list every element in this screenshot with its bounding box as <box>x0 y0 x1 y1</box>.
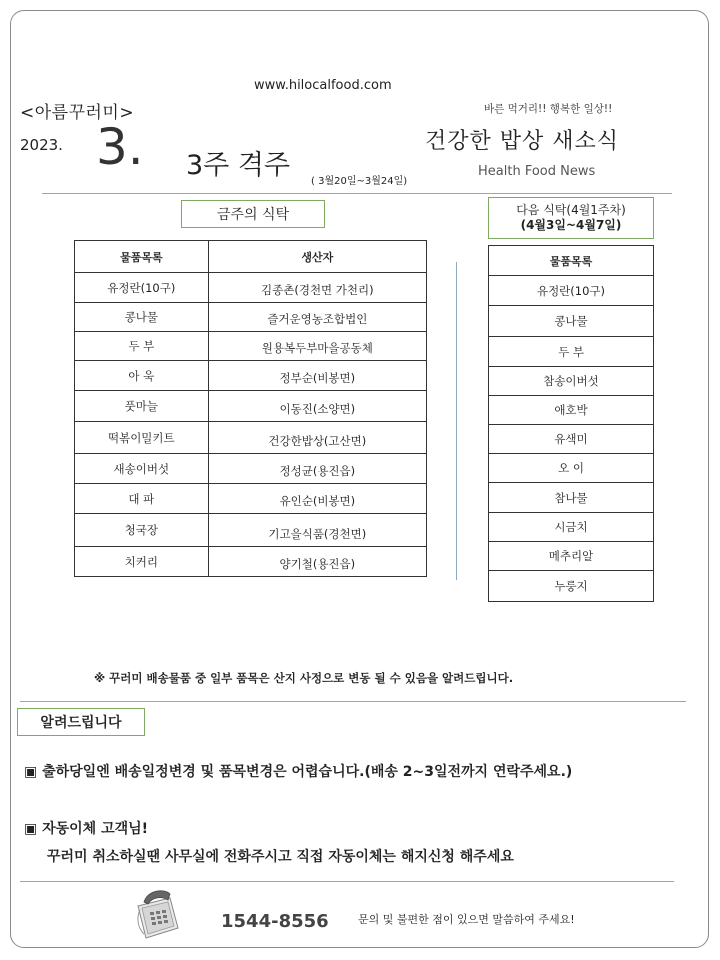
next-item-cell: 누룽지 <box>489 571 654 602</box>
table-row <box>75 484 427 514</box>
column-header-next-items: 물품목록 <box>489 246 654 276</box>
inquiry-text: 문의 및 불편한 점이 있으면 말씀하여 주세요! <box>358 913 575 926</box>
substitution-note: ※ 꾸러미 배송물품 중 일부 품목은 산지 사정으로 변동 될 수 있음을 알려드립니다. <box>94 671 514 685</box>
next-item-cell: 시금치 <box>489 513 654 542</box>
telephone-icon <box>134 888 180 940</box>
next-item-cell: 오 이 <box>489 454 654 483</box>
next-item-cell: 두 부 <box>489 337 654 367</box>
producer-cell: 이동진(소양면) <box>208 391 426 422</box>
slogan: 바른 먹거리!! 행복한 일상!! <box>484 103 613 115</box>
producer-cell: 유인순(비봉면) <box>208 484 426 514</box>
table-row <box>489 571 654 602</box>
table-row <box>75 391 427 422</box>
this-week-table <box>74 240 427 577</box>
brand-name: <아름꾸러미> <box>20 103 135 123</box>
newsletter-title: 건강한 밥상 새소식 <box>425 129 620 154</box>
notice-auto-transfer-detail: 꾸러미 취소하실땐 사무실에 전화주시고 직접 자동이체는 해지신청 해주세요 <box>47 849 514 865</box>
column-divider <box>456 262 457 580</box>
table-row <box>489 306 654 337</box>
producer-cell: 김종촌(경천면 가천리) <box>208 273 426 303</box>
next-item-cell: 콩나물 <box>489 306 654 337</box>
table-row <box>75 332 427 361</box>
item-cell: 떡볶이밀키트 <box>75 422 209 454</box>
table-row <box>75 303 427 332</box>
table-row <box>489 542 654 571</box>
item-cell: 치커리 <box>75 547 209 577</box>
table-row <box>75 361 427 391</box>
issue-year: 2023. <box>20 136 63 154</box>
producer-cell: 즐거운영농조합법인 <box>208 303 426 332</box>
producer-cell: 정성균(용진읍) <box>208 454 426 484</box>
newsletter-subtitle: Health Food News <box>478 164 596 179</box>
item-cell: 두 부 <box>75 332 209 361</box>
next-week-label <box>488 197 654 239</box>
next-item-cell: 메추리알 <box>489 542 654 571</box>
table-row <box>489 367 654 396</box>
next-week-range: (4월3일~4월7일) <box>520 218 622 232</box>
next-item-cell: 참송이버섯 <box>489 367 654 396</box>
next-week-title: 다음 식탁(4월1주차) <box>516 203 626 217</box>
column-header-items: 물품목록 <box>75 241 209 273</box>
item-cell: 청국장 <box>75 514 209 547</box>
producer-cell: 정부순(비봉면) <box>208 361 426 391</box>
table-row <box>489 483 654 513</box>
issue-week: 3주 격주 <box>186 150 291 181</box>
table-row <box>75 514 427 547</box>
notice-divider <box>20 701 686 702</box>
item-cell: 풋마늘 <box>75 391 209 422</box>
item-cell: 유정란(10구) <box>75 273 209 303</box>
producer-cell: 건강한밥상(고산면) <box>208 422 426 454</box>
table-row <box>75 454 427 484</box>
item-cell: 새송이버섯 <box>75 454 209 484</box>
item-cell: 아 욱 <box>75 361 209 391</box>
item-cell: 콩나물 <box>75 303 209 332</box>
producer-cell: 기고을식품(경천면) <box>208 514 426 547</box>
phone-number[interactable]: 1544-8556 <box>221 911 329 932</box>
table-row <box>489 513 654 542</box>
next-item-cell: 애호박 <box>489 396 654 425</box>
week-date-range: ( 3월20일~3월24일) <box>311 176 408 187</box>
table-row <box>489 396 654 425</box>
next-week-table <box>488 245 654 602</box>
notice-auto-transfer: ▣ 자동이체 고객님! <box>24 821 149 837</box>
notice-label: 알려드립니다 <box>17 708 145 736</box>
next-item-cell: 유색미 <box>489 425 654 454</box>
footer-divider <box>20 881 674 882</box>
issue-month: 3. <box>96 118 144 176</box>
next-item-cell: 유정란(10구) <box>489 276 654 306</box>
producer-cell: 양기철(용진읍) <box>208 547 426 577</box>
producer-cell: 원용복두부마을공동체 <box>208 332 426 361</box>
this-week-label: 금주의 식탁 <box>181 200 325 228</box>
table-row <box>489 454 654 483</box>
notice-delivery-change: ▣ 출하당일엔 배송일정변경 및 품목변경은 어렵습니다.(배송 2~3일전까지 연락주세요.) <box>24 764 573 780</box>
column-header-producer: 생산자 <box>208 241 426 273</box>
table-row <box>75 422 427 454</box>
table-row <box>489 337 654 367</box>
table-row <box>489 425 654 454</box>
next-item-cell: 참나물 <box>489 483 654 513</box>
header-divider <box>42 193 672 194</box>
item-cell: 대 파 <box>75 484 209 514</box>
table-row <box>75 547 427 577</box>
table-row <box>75 273 427 303</box>
website-url[interactable]: www.hilocalfood.com <box>254 78 392 93</box>
table-row <box>489 276 654 306</box>
